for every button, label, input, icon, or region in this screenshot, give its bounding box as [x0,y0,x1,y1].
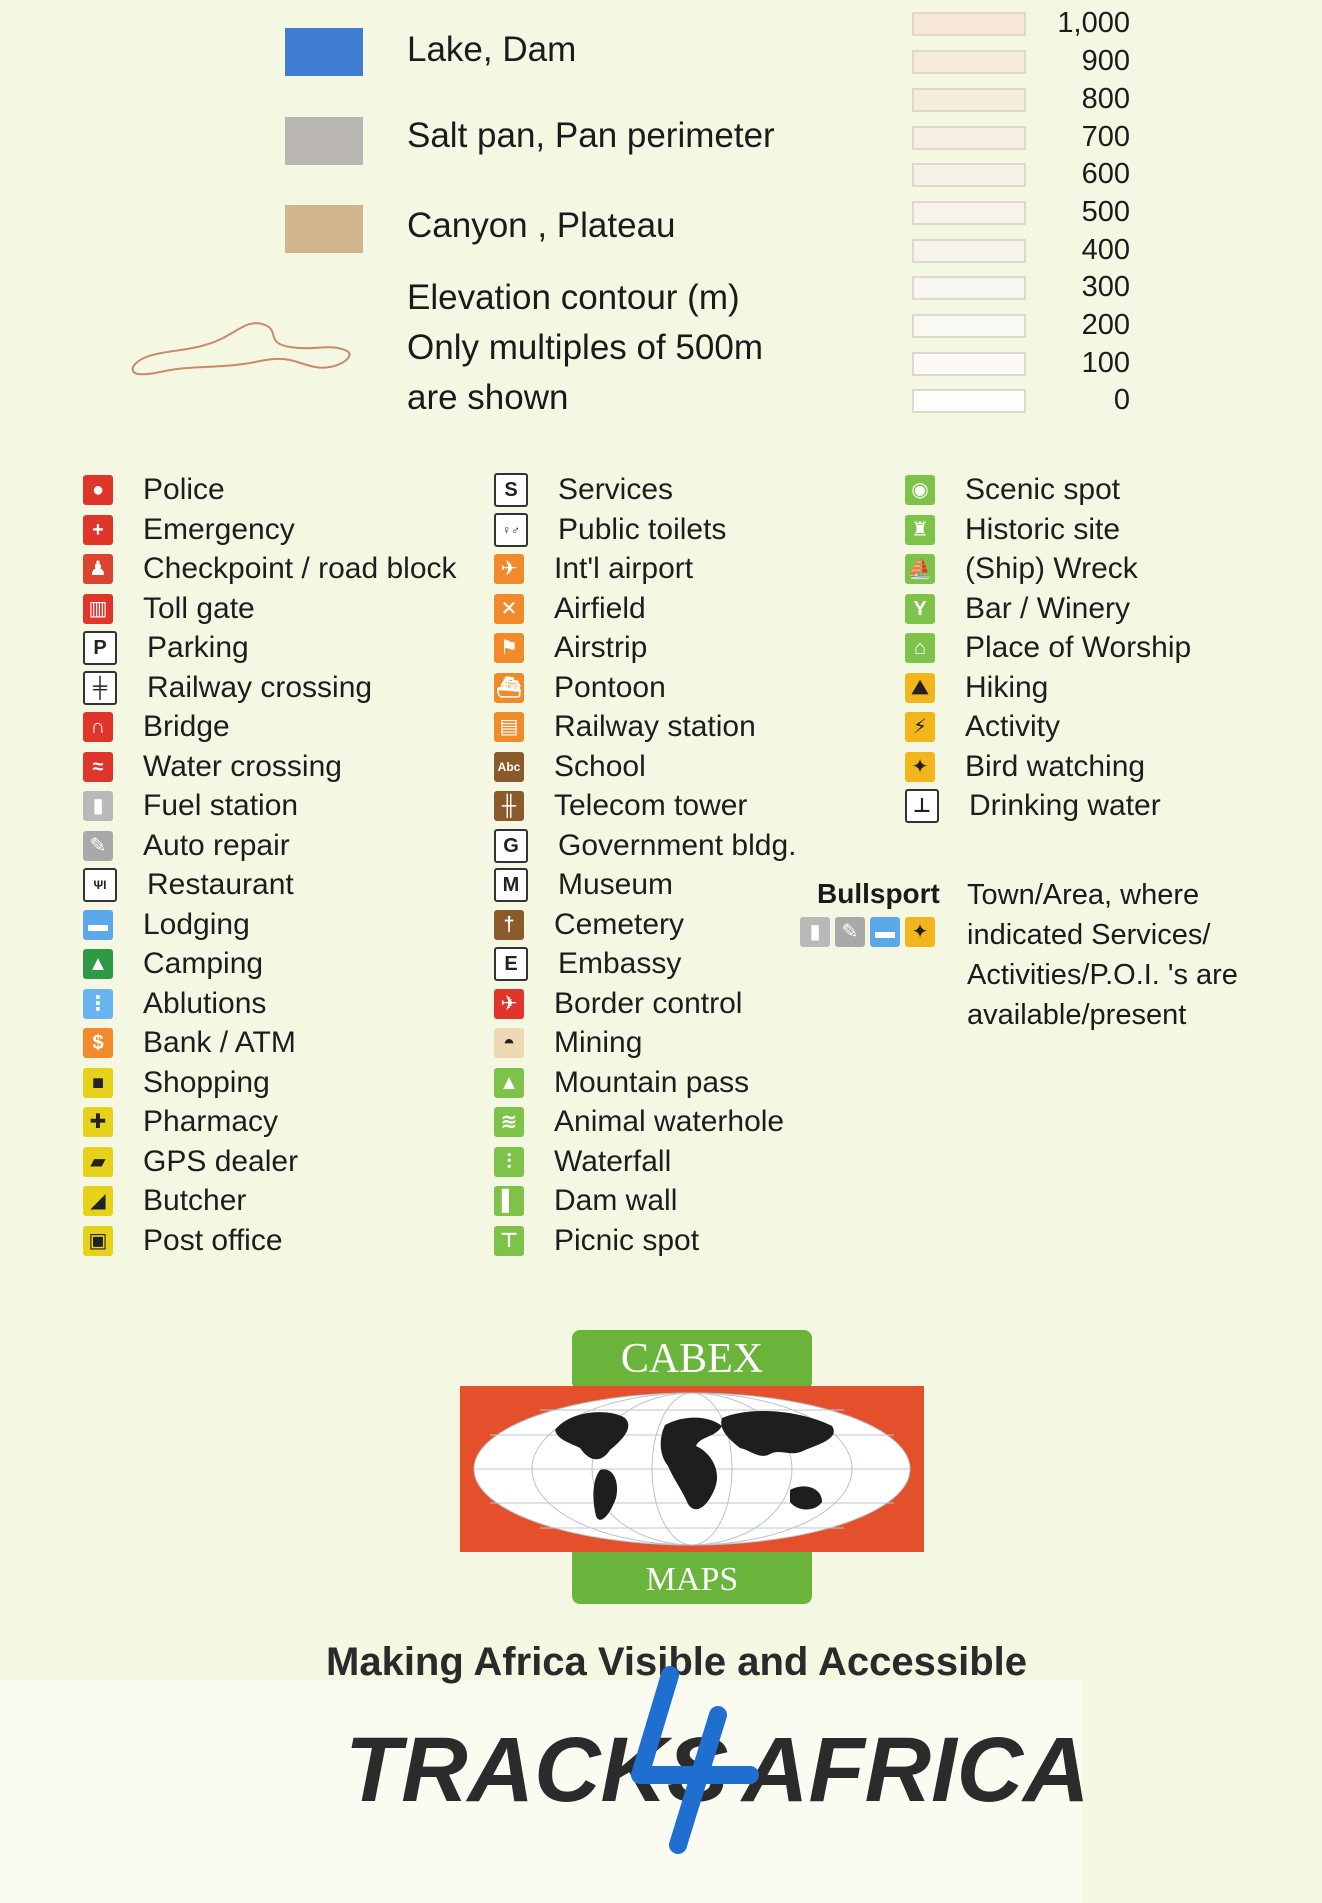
poi-legend-label: Cemetery [554,908,685,941]
cross-icon: + [83,515,113,545]
legend-row-canyon [285,205,363,253]
bird-icon: ✦ [905,752,935,782]
elevation-box-100 [912,352,1026,376]
poi-legend-label: Railway crossing [147,671,373,704]
bullsport-example-label: Bullsport [817,878,940,909]
legend-label-lake: Lake, Dam [407,30,577,69]
poi-legend-label: Animal waterhole [554,1105,785,1138]
fuel-pump-icon: ▮ [83,791,113,821]
poi-legend-label: Telecom tower [554,789,748,822]
poi-legend-row [83,1142,298,1182]
poi-legend-label: Bank / ATM [143,1026,296,1059]
poi-legend-row [494,510,726,550]
poi-legend-label: Pontoon [554,671,666,704]
poi-legend-row [905,589,1130,629]
poi-legend-row [83,1181,246,1221]
police-light-icon: ● [83,475,113,505]
poi-legend-label: Border control [554,987,743,1020]
poi-legend-row [494,984,742,1024]
poi-legend-label: Dam wall [554,1184,678,1217]
car-water-icon: ≈ [83,752,113,782]
poi-legend-label: Hiking [965,671,1049,704]
poi-legend-label: Pharmacy [143,1105,279,1138]
wrench-icon: ✎ [83,831,113,861]
poi-legend-row [83,984,266,1024]
eye-icon: ◉ [905,475,935,505]
elevation-box-400 [912,239,1026,263]
elevation-box-900 [912,50,1026,74]
poi-legend-label: Post office [143,1224,283,1257]
poi-legend-label: Int'l airport [554,552,694,585]
mountain-pass-icon: ▲ [494,1068,524,1098]
poi-legend-label: Drinking water [969,789,1161,822]
poi-legend-label: (Ship) Wreck [965,552,1138,585]
gps-device-icon: ▰ [83,1147,113,1177]
castle-icon: ♜ [905,515,935,545]
poi-legend-label: Activity [965,710,1061,743]
officer-icon: ♟ [83,554,113,584]
bed-icon: ▬ [83,910,113,940]
knife-fork-icon: ΨΙ [83,868,117,902]
elevation-box-700 [912,126,1026,150]
bullsport-description-line: available/present [967,999,1187,1031]
wine-glass-icon: Y [905,594,935,624]
poi-legend-label: Railway station [554,710,756,743]
poi-legend-label: Scenic spot [965,473,1121,506]
church-icon: ⌂ [905,633,935,663]
poi-legend-row [83,1023,296,1063]
elevation-box-1000 [912,12,1026,36]
poi-legend-label: Ablutions [143,987,267,1020]
poi-legend-label: Fuel station [143,789,299,822]
poi-legend-label: Airstrip [554,631,648,664]
poi-legend-row [83,905,250,945]
poi-legend-row [494,1221,699,1261]
poi-legend-row [83,549,457,589]
poi-legend-row [494,1142,671,1182]
poi-legend-row [905,747,1145,787]
hiker-icon: ⛰ [905,673,935,703]
elevation-label: 0 [1113,384,1130,416]
elevation-label: 400 [1081,234,1130,266]
pontoon-icon: ⛴ [494,673,524,703]
runner-icon: ⚡ [905,712,935,742]
brand-tracks-text: TRACKS [345,1719,729,1821]
elevation-box-600 [912,163,1026,187]
bird-icon: ✦ [905,917,935,947]
government-g-icon: G [494,829,528,863]
bullsport-description-line: Activities/P.O.I. 's are [967,959,1238,991]
toll-gate-icon: ▥ [83,594,113,624]
poi-legend-row [905,470,1120,510]
dam-wall-icon: ▌ [494,1186,524,1216]
poi-legend-label: Embassy [558,947,682,980]
postbox-icon: ▣ [83,1226,113,1256]
tent-icon: ▲ [83,949,113,979]
poi-legend-row [905,510,1120,550]
contour-line-2: Only multiples of 500m [407,328,763,367]
poi-legend-label: Bird watching [965,750,1146,783]
poi-legend-label: Auto repair [143,829,290,862]
contour-line-1: Elevation contour (m) [407,278,740,317]
poi-legend-row [494,865,673,905]
poi-legend-row [494,470,673,510]
elevation-label: 500 [1081,196,1130,228]
elevation-label: 200 [1081,309,1130,341]
poi-legend-row [83,668,372,708]
poi-legend-label: Police [143,473,225,506]
border-control-icon: ✈ [494,989,524,1019]
museum-m-icon: M [494,868,528,902]
cemetery-icon: † [494,910,524,940]
poi-legend-row [83,707,230,747]
poi-legend-row [83,628,249,668]
poi-legend-row [494,628,647,668]
poi-legend-row [494,707,756,747]
tagline: Making Africa Visible and Accessible [326,1640,1028,1684]
cabex-maps-logo [460,1330,924,1604]
legend-label-salt-pan: Salt pan, Pan perimeter [407,116,775,155]
poi-legend-row [494,944,681,984]
picnic-table-icon: ⊤ [494,1226,524,1256]
wrench-icon: ✎ [835,917,865,947]
poi-legend-row [494,1181,677,1221]
poi-legend-label: Water crossing [143,750,342,783]
elevation-box-800 [912,88,1026,112]
canyon-swatch [285,205,363,253]
logo-top-text: CABEX [620,1336,764,1382]
poi-legend-row [494,668,666,708]
poi-legend-label: Parking [147,631,249,664]
elevation-label: 800 [1081,83,1130,115]
waterfall-icon: ⫶ [494,1147,524,1177]
salt-pan-swatch [285,117,363,165]
poi-legend-label: GPS dealer [143,1145,299,1178]
legend-label-canyon: Canyon , Plateau [407,206,676,245]
poi-legend-label: Toll gate [143,592,255,625]
poi-legend-row [83,589,255,629]
poi-legend-row [905,549,1138,589]
poi-legend-label: Butcher [143,1184,247,1217]
shopping-bag-icon: ■ [83,1068,113,1098]
railway-triangle-icon: ╪ [83,671,117,705]
poi-legend-row [83,944,263,984]
poi-legend-row [905,628,1191,668]
poi-legend-label: Restaurant [147,868,294,901]
poi-legend-row [905,786,1161,826]
poi-legend-row [83,1102,278,1142]
poi-legend-row [494,549,693,589]
poi-legend-row [494,826,796,866]
elevation-label: 600 [1081,158,1130,190]
fuel-pump-icon: ▮ [800,917,830,947]
poi-legend-label: Waterfall [554,1145,672,1178]
tap-icon: ⊥ [905,789,939,823]
poi-legend-label: Museum [558,868,674,901]
poi-legend-label: Services [558,473,674,506]
poi-legend-row [83,1063,270,1103]
poi-legend-label: Bridge [143,710,230,743]
poi-legend-label: School [554,750,646,783]
poi-legend-row [494,786,747,826]
bullsport-description-line: indicated Services/ [967,919,1211,951]
poi-legend-label: Shopping [143,1066,270,1099]
elevation-box-300 [912,276,1026,300]
services-s-icon: S [494,473,528,507]
miner-helmet-icon: ◓ [494,1028,524,1058]
animal-waterhole-icon: ≋ [494,1107,524,1137]
poi-legend-row [83,510,295,550]
elevation-box-500 [912,201,1026,225]
elevation-label: 300 [1081,271,1130,303]
poi-legend-label: Airfield [554,592,646,625]
brand-four-icon [600,1655,790,1855]
windsock-icon: ⚑ [494,633,524,663]
poi-legend-label: Checkpoint / road block [143,552,457,585]
elevation-box-200 [912,314,1026,338]
airfield-icon: ✕ [494,594,524,624]
poi-legend-row [83,826,290,866]
elevation-label: 1,000 [1057,7,1130,39]
bridge-icon: ∩ [83,712,113,742]
butcher-icon: ◢ [83,1186,113,1216]
embassy-e-icon: E [494,947,528,981]
poi-legend-label: Lodging [143,908,250,941]
elevation-label: 700 [1081,121,1130,153]
parking-triangle-icon: P [83,631,117,665]
poi-legend-label: Government bldg. [558,829,797,862]
bullsport-icon-strip [800,917,935,947]
pharmacy-icon: ✚ [83,1107,113,1137]
poi-legend-label: Bar / Winery [965,592,1131,625]
poi-legend-label: Historic site [965,513,1121,546]
poi-legend-row [905,668,1048,708]
poi-legend-row [494,1023,642,1063]
train-icon: ▤ [494,712,524,742]
poi-legend-row [494,589,646,629]
poi-legend-row [83,470,225,510]
school-abc-icon: Abc [494,752,524,782]
poi-legend-row [905,707,1060,747]
elevation-label: 100 [1081,347,1130,379]
bullsport-description-line: Town/Area, where [967,879,1200,911]
poi-legend-row [494,1063,749,1103]
poi-legend-row [494,905,684,945]
contour-sample-line [125,315,355,385]
poi-legend-row [83,1221,283,1261]
legend-row-salt-pan [285,117,363,165]
elevation-label: 900 [1081,45,1130,77]
poi-legend-label: Picnic spot [554,1224,700,1257]
elevation-box-0 [912,389,1026,413]
shipwreck-icon: ⛵ [905,554,935,584]
poi-legend-label: Emergency [143,513,295,546]
poi-legend-row [494,1102,784,1142]
airplane-icon: ✈ [494,554,524,584]
poi-legend-row [83,786,298,826]
poi-legend-row [83,747,342,787]
contour-line-3: are shown [407,378,569,417]
logo-bottom-text: MAPS [645,1561,739,1598]
poi-legend-row [83,865,294,905]
tower-icon: ╫ [494,791,524,821]
poi-legend-label: Public toilets [558,513,727,546]
poi-legend-row [494,747,646,787]
legend-row-lake [285,28,363,76]
lake-swatch [285,28,363,76]
dollar-icon: $ [83,1028,113,1058]
bullsport-description [967,875,1238,1035]
poi-legend-label: Mountain pass [554,1066,750,1099]
poi-legend-label: Place of Worship [965,631,1192,664]
toilets-icon: ♀♂ [494,513,528,547]
shower-icon: ⋮ [83,989,113,1019]
poi-legend-label: Mining [554,1026,643,1059]
poi-legend-label: Camping [143,947,264,980]
brand-africa-text: AFRICA [742,1719,1090,1821]
bed-icon: ▬ [870,917,900,947]
contour-description [407,273,763,423]
